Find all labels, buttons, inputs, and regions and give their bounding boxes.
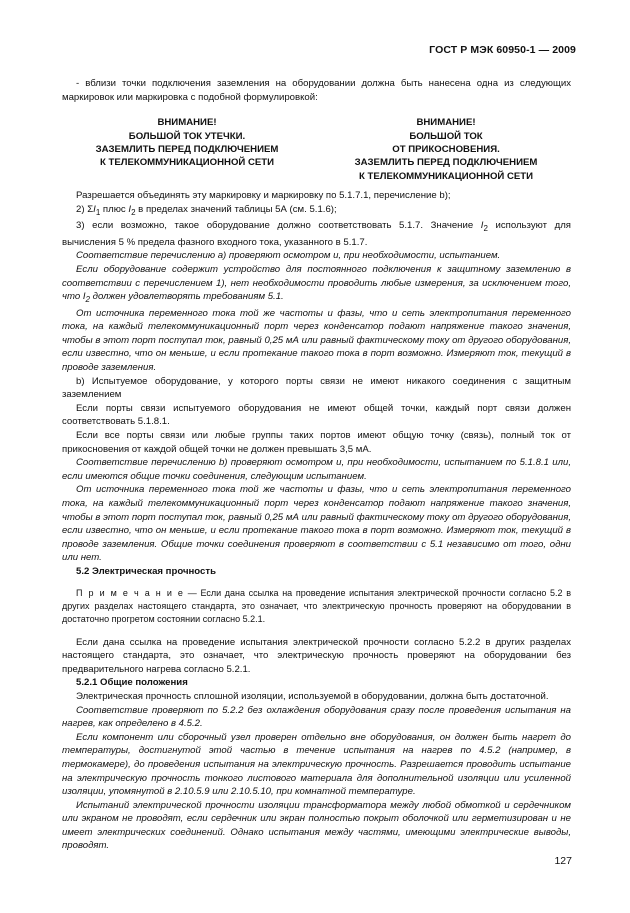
standard-header: ГОСТ Р МЭК 60950-1 — 2009 [429,44,576,56]
warning-line: ОТ ПРИКОСНОВЕНИЯ. [392,144,500,155]
warning-line: К ТЕЛЕКОММУНИКАЦИОННОЙ СЕТИ [99,157,275,169]
item-2-plus: плюс [100,203,129,215]
subscript: 1 [95,207,101,217]
document-body [62,77,571,853]
component-test-paragraph: Если компонент или сборочный узел проверен отдельно вне оборудования, он должен быть нагрет до температуры, достигнутой этой частью в течение испытания на нагрев по 4.5.2 (например, в термокамере), до проведения испытания на электрическую прочность. Разрешается проводить испытание на электрическую прочность тонкого листового материала для дополнительной изоляции или усиленной изоляции, упомянутой в 2.10.5.9 или 2.10.5.10, при комнатной температуре. [62,731,571,798]
device-a-paragraph [62,263,571,307]
current-symbol: I [82,291,86,303]
warning-line: БОЛЬШОЙ ТОК [409,130,483,142]
current-symbol: I [128,203,132,215]
item-3-text: 3) если возможно, такое оборудование должно соответствовать 5.1.7. Значение [76,220,481,232]
item-2-prefix: 2) [76,203,88,215]
item-2-paragraph [62,203,571,220]
sum-symbol: Σ [87,203,94,215]
common-point-paragraph: Если все порты связи или любые группы таких портов имеют общую точку (связь), полный ток от прикосновения от каждой общей точки не должен превышать 3,5 мА. [62,430,571,455]
note-label: П р и м е ч а н и е [76,587,185,598]
section-heading-5-2: 5.2 Электрическая прочность [76,565,216,577]
ref-522-paragraph: Если дана ссылка на проведение испытания электрической прочности согласно 5.2.2 в других разделах настоящего стандарта, это означает, что электрическую прочность проверяют на оборудовании без предварительного нагрева согласно 5.2.1. [62,636,571,675]
warning-line: ЗАЗЕМЛИТЬ ПЕРЕД ПОДКЛЮЧЕНИЕМ [95,144,279,155]
combine-paragraph: Разрешается объединять эту маркировку и маркировку по 5.1.7.1, перечисление b); [76,190,451,202]
subscript: 2 [131,207,136,217]
device-a-text: должен удовлетворять требованиям 5.1. [89,291,284,303]
warning-line: БОЛЬШОЙ ТОК УТЕЧКИ. [128,130,246,142]
item-3-paragraph [62,219,571,249]
warning-line: ЗАЗЕМЛИТЬ ПЕРЕД ПОДКЛЮЧЕНИЕМ [354,157,538,169]
note-paragraph [62,587,571,626]
transformer-test-paragraph: Испытаний электрической прочности изоляции трансформатора между любой обмоткой и сердечником или экраном не проводят, если сердечник или экран полностью покрыт оболочкой или герметизирован и не имеет электрических соединений. Однако испытания между частями, имеющими электрические выводы, проводят. [62,799,571,852]
warning-line: ВНИМАНИЕ! [416,117,476,129]
intro-paragraph: - вблизи точки подключения заземления на оборудовании должна быть нанесена одна из следующих маркировок или маркировка с подобной формулировкой: [62,78,571,103]
section-heading-5-2-1: 5.2.1 Общие положения [76,677,188,689]
warning-label-left [62,116,312,183]
item-3-text: используют для вычисления 5 % предела фазного входного тока, указанного в 5.1.7. [62,220,571,248]
warning-label-right [321,116,571,183]
ac-source-a-paragraph: От источника переменного тока той же частоты и фазы, что и сеть электропитания переменного тока, на каждый телекоммуникационный порт через конденсатор подают напряжение такого значения, чтобы в этот порт поступал ток, равный 0,25 мА или равный фактическому току от другого оборудования, если известно, что он меньше, и если протекание такого тока в порт возможно. Измеряют ток, текущий в проводе заземления. [62,307,571,374]
compliance-a-paragraph: Соответствие перечислению a) проверяют осмотром и, при необходимости, испытанием. [76,250,501,262]
solid-insulation-paragraph: Электрическая прочность сплошной изоляции, используемой в оборудовании, должна быть достаточной. [76,690,549,702]
warning-line: ВНИМАНИЕ! [157,117,217,129]
no-common-point-paragraph: Если порты связи испытуемого оборудования не имеют общей точки, каждый порт связи должен соответствовать 5.1.8.1. [62,402,571,428]
subscript: 2 [85,295,90,305]
device-a-text: Если оборудование содержит устройство для постоянного подключения к защитному заземлению в соответствии с перечислением 1), нет необходимости проводить любые измерения, за исключением того, что [62,264,571,303]
ac-source-b-paragraph: От источника переменного тока той же частоты и фазы, что и сеть электропитания переменного тока, на каждый телекоммуникационный порт через конденсатор подают напряжение такого значения, чтобы в этот порт поступал ток, равный 0,25 мА или равный фактическому току от другого оборудования, если известно, что он меньше, и если протекание такого тока в порт возможно. Измеряют ток, текущий в проводе заземления. Общие точки соединения проверяют в соответствии с 5.1 независимо от того, одни или нет. [62,484,571,564]
item-b-paragraph: b) Испытуемое оборудование, у которого порты связи не имеют никакого соединения с защитным заземлением [62,375,571,401]
current-symbol: I [93,203,96,215]
note-text: — Если дана ссылка на проведение испытания электрической прочности согласно 5.2 в других разделах настоящего стандарта, это означает, что электрическую прочность проверяют на оборудовании в достаточно прогретом состоянии согласно 5.2.1. [62,587,571,624]
item-2-rest: в пределах значений таблицы 5А (см. 5.1.6); [135,203,337,215]
page-number: 127 [554,855,572,867]
warning-line: К ТЕЛЕКОММУНИКАЦИОННОЙ СЕТИ [358,170,534,182]
compliance-522-paragraph: Соответствие проверяют по 5.2.2 без охлаждения оборудования сразу после проведения испытания на нагрев, как определено в 4.5.2. [62,704,571,730]
compliance-b-paragraph: Соответствие перечислению b) проверяют осмотром и, при необходимости, испытанием по 5.1.8.1 или, если имеются общие точки соединения, следующим испытанием. [62,457,571,482]
subscript: 2 [483,224,488,234]
current-symbol: I [480,220,484,232]
warning-labels [62,116,571,183]
